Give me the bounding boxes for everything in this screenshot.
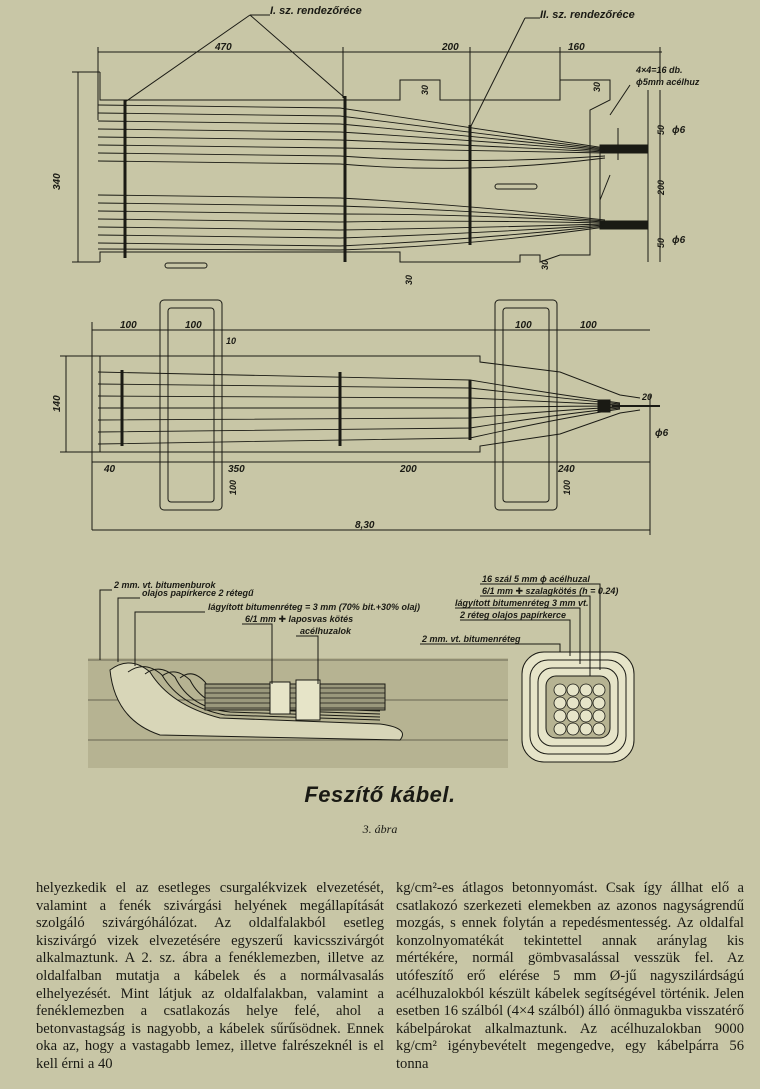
dim-30a: 30 <box>420 84 430 95</box>
dim-50b: 50 <box>656 237 666 248</box>
plan-dim-240: 240 <box>558 464 575 475</box>
label-rendezoreca-1: I. sz. rendezőréce <box>270 5 362 17</box>
plan-dim-40: 40 <box>104 464 116 475</box>
wire-label-1: 4×4=16 db. <box>636 65 683 75</box>
right-paragraph: kg/cm²-es átlagos betonnyomást. Csak így állhat elő a csatlakozó szerkezeti elemekben az azonos nagyságrendű mozgás, s ennek folytán a repedésmentesség. Az oldalfal konzolnyomatékát tekintettel annak aránylag kis mértékére, normál gömbvasalással vesszük fel. Az utófeszítő erő elérése 5 mm Ø-jű nagyszilárdságú acélhuzalokból készült kábelek segítségével történik. Jelen esetben 16 szálból (4×4 szálból) álló önmagukba visszatérő kábelpárokat alkalmaztunk. Az acélhuzalokban 9000 kg/cm² igénybevételt megengedve, egy kábelpárra 56 tonna <box>396 880 744 1072</box>
plan-phi6: ϕ6 <box>655 428 669 439</box>
left-paragraph: helyezkedik el az esetleges csurgalékvizek elvezetését, valamint a fenék szivárgási helyének megállapítását szolgáló szivárgóhálózat. Az oldalfalakból esetleg kiszivárgó vizek elvezetésére egyszerű kavicsszivárgót alkalmaztunk. A 2. sz. ábra a fenéklemezben, illetve az oldalfalban mutatja a kábelek és a normálvasalás elhelyezését. Mint látjuk az oldalfalakban, valamint a fenéklemezben a csatlakozás helye felé, ahol a betonvastagság is nagyobb, a kábelek sűrűsödnek. Ennek oka az, hogy a vastagabb lemez, illetve falrészeknél is el kell érni a 40 <box>36 880 384 1072</box>
cable-label-r5: 2 mm. vt. bitumenréteg <box>422 634 521 644</box>
wire-label-2: ϕ5mm acélhuz <box>636 77 700 87</box>
dim-340: 340 <box>52 173 63 190</box>
dim-200v: 200 <box>656 179 666 195</box>
dim-50a: 50 <box>656 124 666 135</box>
text-column-right <box>396 880 744 1074</box>
plan-dim-100f: 100 <box>562 479 572 495</box>
plan-dim-100c: 100 <box>515 320 532 331</box>
cable-label-l1: 2 mm. vt. bitumenburok <box>114 580 216 590</box>
cable-label-r1: 16 szál 5 mm ϕ acélhuzal <box>482 574 590 584</box>
plan-dim-100a: 100 <box>120 320 137 331</box>
dim-30c: 30 <box>404 274 414 285</box>
dim-470: 470 <box>215 42 232 53</box>
plan-dim-10: 10 <box>226 336 237 346</box>
phi6-top-a: ϕ6 <box>672 125 686 136</box>
dim-30d: 30 <box>540 259 550 270</box>
plan-dim-100e: 100 <box>228 479 238 495</box>
plan-dim-100d: 100 <box>580 320 597 331</box>
dim-30b: 30 <box>592 81 602 92</box>
plan-dim-200: 200 <box>400 464 417 475</box>
plan-dim-20: 20 <box>642 392 653 402</box>
cable-label-l3: lágyított bitumenréteg = 3 mm (70% bit.+30% olaj) <box>208 602 421 612</box>
cable-label-l2: olajos papírkerce 2 rétegű <box>142 588 254 598</box>
cable-label-r4: 2 réteg olajos papírkerce <box>460 610 567 620</box>
dim-200: 200 <box>442 42 459 53</box>
figure-title: Feszítő kábel. <box>304 782 456 807</box>
plan-view <box>60 300 660 535</box>
cable-label-l5: acélhuzalok <box>300 626 352 636</box>
plan-dim-total: 8,30 <box>355 520 375 531</box>
cable-label-l4: 6/1 mm ✚ laposvas kötés <box>245 614 354 624</box>
label-rendezoreca-2: II. sz. rendezőréce <box>540 9 635 21</box>
plan-dim-350: 350 <box>228 464 245 475</box>
cable-label-r3: lágyított bitumenréteg 3 mm vt. <box>455 598 589 608</box>
text-column-left <box>36 880 384 1074</box>
plan-dim-140: 140 <box>52 395 63 412</box>
phi6-top-b: ϕ6 <box>672 235 686 246</box>
cable-label-r2: 6/1 mm ✚ szalagkötés (h = 0.24) <box>482 586 619 596</box>
drawing-labels <box>52 5 700 644</box>
dim-160: 160 <box>568 42 585 53</box>
figure-caption: 3. ábra <box>362 822 398 836</box>
plan-dim-100b: 100 <box>185 320 202 331</box>
